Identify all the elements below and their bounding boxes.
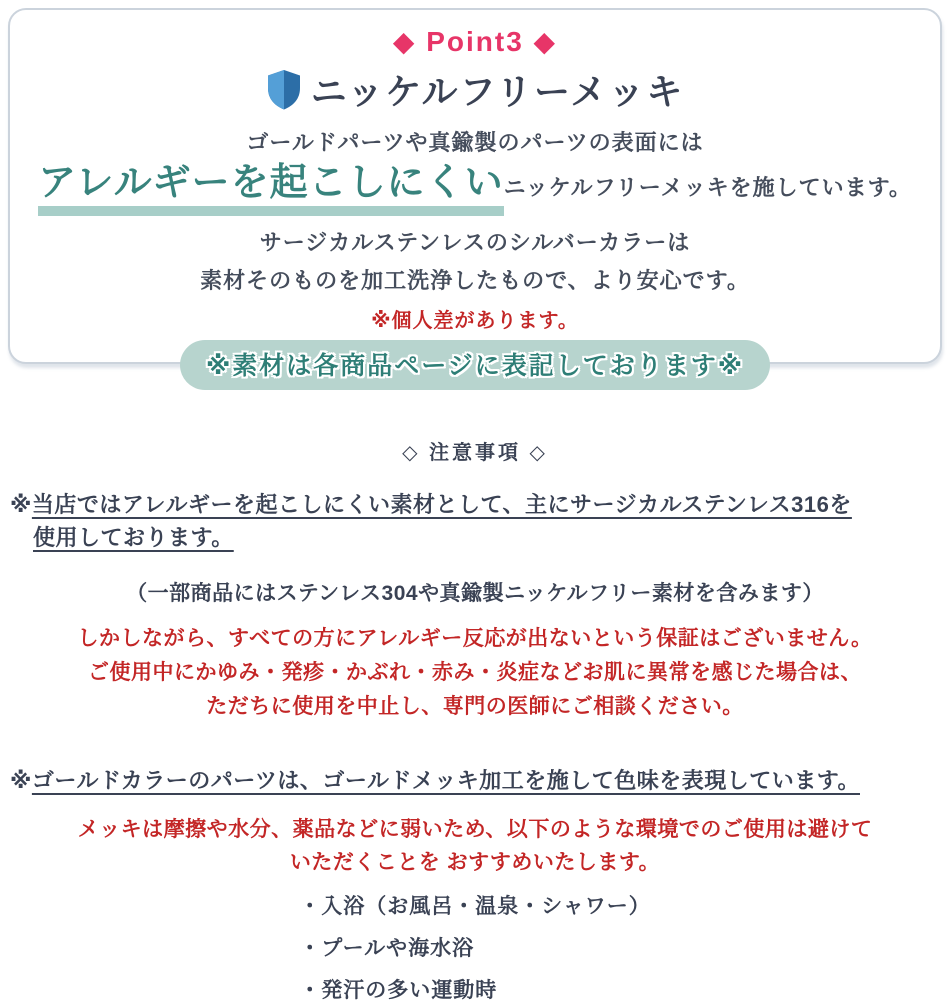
panel-line1: ゴールドパーツや真鍮製のパーツの表面には <box>246 130 704 155</box>
notice-title: ◇ 注意事項 ◇ <box>402 442 548 464</box>
shield-icon <box>266 69 302 110</box>
warning-line: ご使用中にかゆみ・発疹・かぶれ・赤み・炎症などお肌に異常を感じた場合は、 <box>88 661 862 684</box>
warning-line: ただちに使用を中止し、専門の医師にご相談ください。 <box>206 695 744 718</box>
asterisk-marker: ※ <box>10 768 32 793</box>
allergy-warning-block <box>0 622 950 724</box>
point3-panel <box>8 8 942 380</box>
material-note-pill: ※素材は各商品ページに表記しております※ <box>180 340 770 390</box>
notice-item2-heading-text1: ゴールドカラーのパーツは、ゴールドメッキ加工を施して色味を表現しています。 <box>31 768 860 793</box>
notice-item2-heading-line1 <box>10 764 940 797</box>
list-item: ・プールや海水浴 <box>299 937 475 960</box>
list-item: ・入浴（お風呂・温泉・シャワー） <box>299 895 651 918</box>
notice-item1-sub: （一部商品にはステンレス304や真鍮製ニッケルフリー素材を含みます） <box>126 582 824 605</box>
highlight-line <box>10 162 940 216</box>
notice-item1-heading-line2 <box>10 521 940 554</box>
highlight-suffix: ニッケルフリーメッキを施しています。 <box>503 175 912 200</box>
warning-line: しかしながら、すべての方にアレルギー反応が出ないという保証はございません。 <box>77 627 873 650</box>
notice-section <box>0 436 950 1006</box>
panel-title-row <box>10 64 940 115</box>
panel-title: ニッケルフリーメッキ <box>310 71 685 112</box>
list-item: ・発汗の多い運動時 <box>299 979 498 1002</box>
warning-line: メッキは摩擦や水分、薬品などに弱いため、以下のような環境でのご使用は避けて <box>77 818 873 841</box>
avoid-environments-list <box>299 892 651 1006</box>
point-label: ◆ Point3 ◆ <box>392 26 558 57</box>
panel-line3: 素材そのものを加工洗浄したもので、より安心です。 <box>200 267 750 293</box>
notice-item1-heading-text1: 当店ではアレルギーを起こしにくい素材として、主にサージカルステンレス316を <box>31 492 852 517</box>
notice-item1-heading-line1 <box>10 488 940 521</box>
panel-line2: サージカルステンレスのシルバーカラーは <box>259 229 691 255</box>
asterisk-marker: ※ <box>10 492 32 517</box>
notice-item1-heading <box>10 488 940 554</box>
notice-item2-heading <box>10 764 940 797</box>
warning-line: いただくことを おすすめいたします。 <box>289 851 661 874</box>
highlight-text: アレルギーを起こしにくい <box>38 162 504 216</box>
notice-item1-heading-text2: 使用しております。 <box>33 525 234 550</box>
individual-difference-note: ※個人差があります。 <box>371 309 579 332</box>
plating-warning-block <box>0 813 950 879</box>
